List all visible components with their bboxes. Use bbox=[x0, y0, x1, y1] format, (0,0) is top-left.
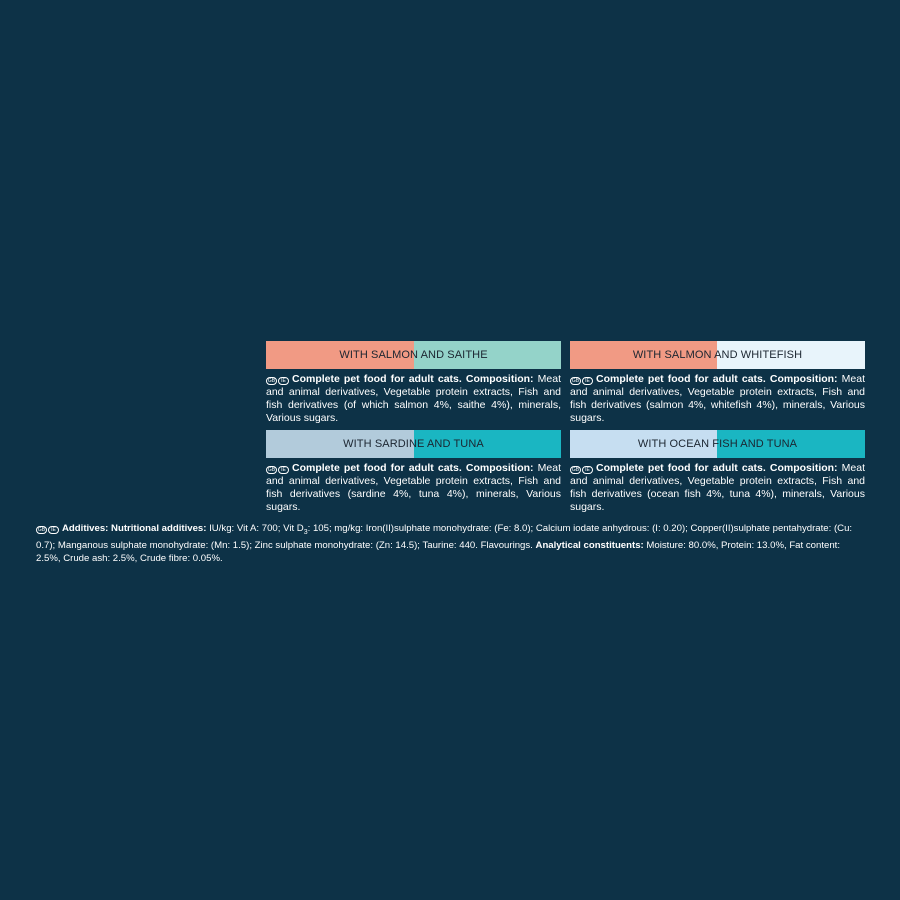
additives-minerals: : 105; mg/kg: Iron(II)sulphate monohydrate: (Fe: 8.0); Calcium iodate anhydrous: (I: 0.20); Copper(II)sulphate pentahydrate: (Cu: 0.7); Manganous sulphate monohydrate: (Mn: 1.5); Zinc sulphate monohydrate: (Zn: 14.5); Taurine: 440. Flavourings. bbox=[36, 523, 853, 551]
additives-heading: Additives: Nutritional additives: bbox=[62, 523, 207, 534]
product-title: WITH SALMON AND SAITHE bbox=[339, 349, 488, 361]
language-code-icon: IE bbox=[582, 377, 593, 385]
language-code-icon: GB bbox=[571, 467, 580, 473]
product-card-salmon-saithe bbox=[266, 341, 561, 425]
language-icons bbox=[570, 466, 593, 474]
language-code-icon: GB bbox=[37, 527, 46, 533]
product-title-banner bbox=[266, 430, 561, 458]
product-card-sardine-tuna bbox=[266, 430, 561, 514]
composition-text bbox=[570, 373, 865, 425]
composition-body: Meat and animal derivatives, Vegetable protein extracts, Fish and fish derivatives (salmon 4%, whitefish 4%), minerals, Various sugars. bbox=[570, 373, 865, 424]
language-icons bbox=[36, 526, 59, 534]
product-title-banner bbox=[570, 341, 865, 369]
vitamin-d-subscript: 3 bbox=[303, 528, 308, 536]
composition-body: Meat and animal derivatives, Vegetable protein extracts, Fish and fish derivatives (of which salmon 4%, saithe 4%), minerals, Various sugars. bbox=[266, 373, 561, 424]
composition-heading: Complete pet food for adult cats. Composition: bbox=[292, 462, 534, 474]
composition-text bbox=[570, 462, 865, 514]
composition-body: Meat and animal derivatives, Vegetable protein extracts, Fish and fish derivatives (sardine 4%, tuna 4%), minerals, Various sugars. bbox=[266, 462, 561, 513]
language-icons bbox=[266, 466, 289, 474]
product-card-salmon-whitefish bbox=[570, 341, 865, 425]
language-code-icon: IE bbox=[278, 466, 289, 474]
product-title: WITH OCEAN FISH AND TUNA bbox=[637, 438, 798, 450]
composition-text bbox=[266, 462, 561, 514]
analytical-heading: Analytical constituents: bbox=[535, 539, 644, 551]
product-title-banner bbox=[570, 430, 865, 458]
additives-text bbox=[36, 522, 864, 565]
language-icons bbox=[570, 377, 593, 385]
product-card-ocean-fish-tuna bbox=[570, 430, 865, 514]
language-code-icon: IE bbox=[582, 466, 593, 474]
product-title: WITH SALMON AND WHITEFISH bbox=[632, 349, 803, 361]
composition-text bbox=[266, 373, 561, 425]
language-code-icon: GB bbox=[267, 467, 276, 473]
composition-heading: Complete pet food for adult cats. Composition: bbox=[292, 373, 534, 385]
language-code-icon: IE bbox=[278, 377, 289, 385]
additives-vitamins: IU/kg: Vit A: 700; Vit D bbox=[209, 523, 304, 534]
language-code-icon: GB bbox=[267, 378, 276, 384]
analytical-values: Moisture: 80.0%, Protein: 13.0%, Fat content: 2.5%, Crude ash: 2.5%, Crude fibre: 0.05%. bbox=[36, 539, 840, 564]
language-code-icon: IE bbox=[48, 526, 59, 534]
product-title-banner bbox=[266, 341, 561, 369]
composition-heading: Complete pet food for adult cats. Composition: bbox=[596, 462, 838, 474]
composition-body: Meat and animal derivatives, Vegetable protein extracts, Fish and fish derivatives (ocean fish 4%, tuna 4%), minerals, Various sugars. bbox=[570, 462, 865, 513]
composition-heading: Complete pet food for adult cats. Composition: bbox=[596, 373, 838, 385]
language-code-icon: GB bbox=[571, 378, 580, 384]
product-title: WITH SARDINE AND TUNA bbox=[343, 438, 484, 450]
language-icons bbox=[266, 377, 289, 385]
